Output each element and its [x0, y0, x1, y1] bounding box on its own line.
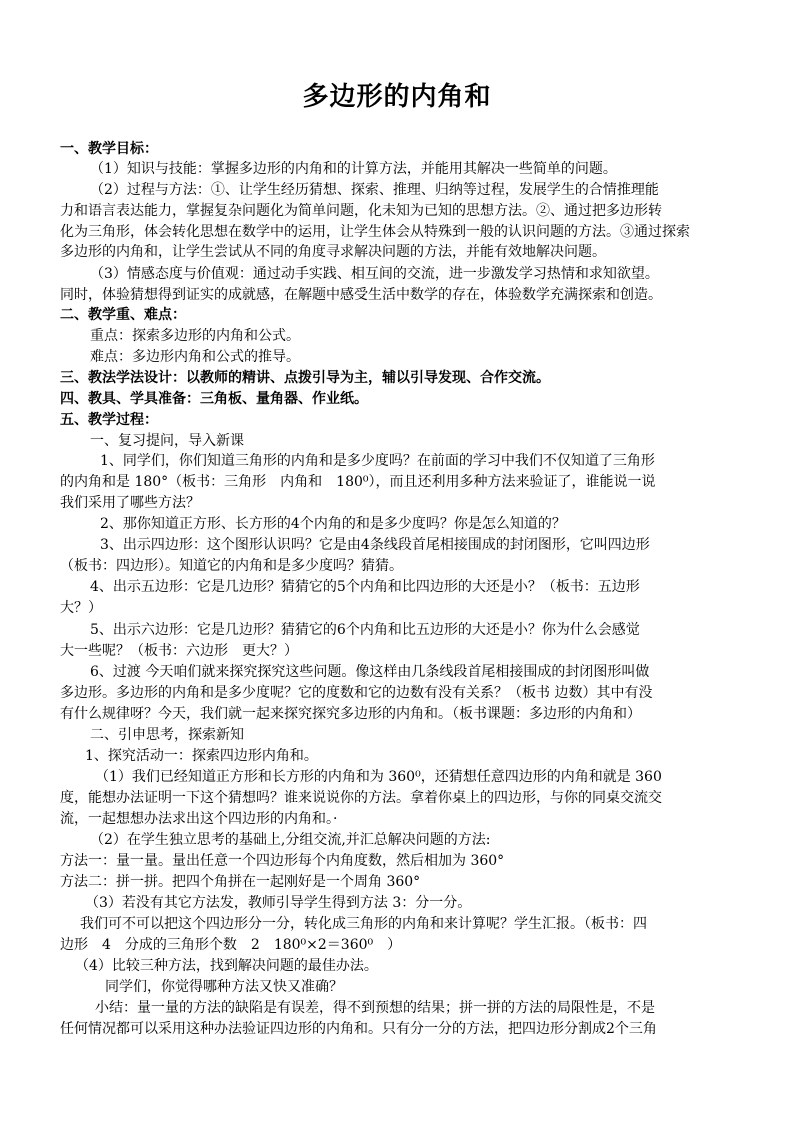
text-line: 任何情况都可以采用这种办法验证四边形的内角和。只有分一分的方法，把四边形分割成2个三角	[60, 1021, 657, 1037]
text-line: 方法一：量一量。量出任意一个四边形每个内角度数，然后相加为 360°	[60, 853, 505, 869]
text-line: 二、引申思考，探索新知	[90, 727, 244, 743]
text-line: 方法二：拼一拼。把四个角拼在一起刚好是一个周角 360°	[60, 874, 421, 890]
text-line: 一、复习提问，导入新课	[90, 433, 244, 449]
text-line: 大？）	[60, 600, 102, 616]
text-line: 多边形的内角和，让学生尝试从不同的角度寻求解决问题的方法，并能有效地解决问题。	[60, 244, 606, 260]
text-line: （1）我们已经知道正方形和长方形的内角和为 360⁰，还猜想任意四边形的内角和就是 360	[95, 769, 662, 785]
text-line: （3）若没有其它方法发，教师引导学生得到方法 3：分一分。	[85, 895, 472, 911]
text-line: 5、出示六边形：它是几边形？猜猜它的6个内角和比五边形的大还是小？你为什么会感觉	[90, 622, 640, 638]
text-line: 小结：量一量的方法的缺陷是有误差，得不到预想的结果；拼一拼的方法的局限性是，不是	[95, 1000, 655, 1016]
text-line: 6、过渡 今天咱们就来探究探究这些问题。像这样由几条线段首尾相接围成的封闭图形叫做	[90, 664, 650, 680]
text-line: 同时，体验猜想得到证实的成就感，在解题中感受生活中数学的存在，体验数学充满探索和创造。	[60, 287, 662, 303]
text-line: 边形 4 分成的三角形个数 2 180⁰×2＝360⁰ ）	[60, 937, 402, 953]
text-line: 1、探究活动一：探索四边形内角和。	[85, 748, 318, 764]
text-line: 流，一起想想办法求出这个四边形的内角和。·	[60, 811, 338, 827]
text-line: 重点：探索多边形的内角和公式。	[90, 328, 300, 344]
text-line: 四、教具、学具准备：三角板、量角器、作业纸。	[60, 391, 368, 407]
text-line: 同学们，你觉得哪种方法又快又准确？	[105, 979, 343, 995]
text-line: （2）过程与方法：①、让学生经历猜想、探索、推理、归纳等过程，发展学生的合情推理能	[90, 182, 659, 198]
document-title: 多边形的内角和	[302, 82, 492, 112]
text-line: 有什么规律呀？今天，我们就一起来探究探究多边形的内角和。（板书课题：多边形的内角和）	[60, 706, 641, 722]
text-line: 的内角和是 180°（板书：三角形 内角和 180⁰），而且还利用多种方法来验证了，谁能说一说	[60, 474, 656, 490]
text-line: （2）在学生独立思考的基础上,分组交流,并汇总解决问题的方法:	[90, 832, 491, 848]
text-line: 大一些呢？（板书：六边形 更大？）	[60, 643, 298, 659]
text-line: 难点：多边形内角和公式的推导。	[90, 349, 300, 365]
text-line: 度，能想办法证明一下这个猜想吗？谁来说说你的方法。拿着你桌上的四边形，与你的同桌交流交	[60, 790, 662, 806]
text-line: 我们采用了哪些方法？	[60, 495, 200, 511]
text-line: （1）知识与技能：掌握多边形的内角和的计算方法，并能用其解决一些简单的问题。	[90, 161, 617, 177]
text-line: 1、同学们，你们知道三角形的内角和是多少度吗？在前面的学习中我们不仅知道了三角形	[100, 453, 655, 469]
text-line: 三、教法学法设计：以教师的精讲、点拨引导为主，辅以引导发现、合作交流。	[60, 370, 550, 386]
text-line: 五、教学过程：	[60, 412, 158, 428]
text-line: 力和语言表达能力，掌握复杂问题化为简单问题，化未知为已知的思想方法。②、通过把多边形转	[60, 203, 662, 219]
text-line: （板书：四边形）。知道它的内角和是多少度吗？猜猜。	[60, 558, 403, 574]
text-line: （3）情感态度与价值观：通过动手实践、相互间的交流，进一步激发学习热情和求知欲望。	[90, 266, 659, 282]
text-line: 一、教学目标：	[60, 141, 158, 157]
text-line: 二、教学重、难点：	[60, 307, 186, 323]
text-line: 3、出示四边形：这个图形认识吗？它是由4条线段首尾相接围成的封闭图形，它叫四边形	[100, 537, 650, 553]
text-line: 4、出示五边形：它是几边形？猜猜它的5个内角和比四边形的大还是小？（板书：五边形	[90, 579, 640, 595]
text-line: 化为三角形，体会转化思想在数学中的运用，让学生体会从特殊到一般的认识问题的方法。③通过探索	[60, 224, 690, 240]
text-line: 多边形。多边形的内角和是多少度呢？它的度数和它的边数有没有关系？（板书 边数）其中有没	[60, 685, 653, 701]
text-line: （4）比较三种方法，找到解决问题的最佳办法。	[75, 958, 378, 974]
text-line: 2、那你知道正方形、长方形的4个内角的和是多少度吗？你是怎么知道的？	[100, 516, 566, 532]
text-line: 我们可不可以把这个四边形分一分，转化成三角形的内角和来计算呢？学生汇报。（板书：四	[80, 916, 647, 932]
